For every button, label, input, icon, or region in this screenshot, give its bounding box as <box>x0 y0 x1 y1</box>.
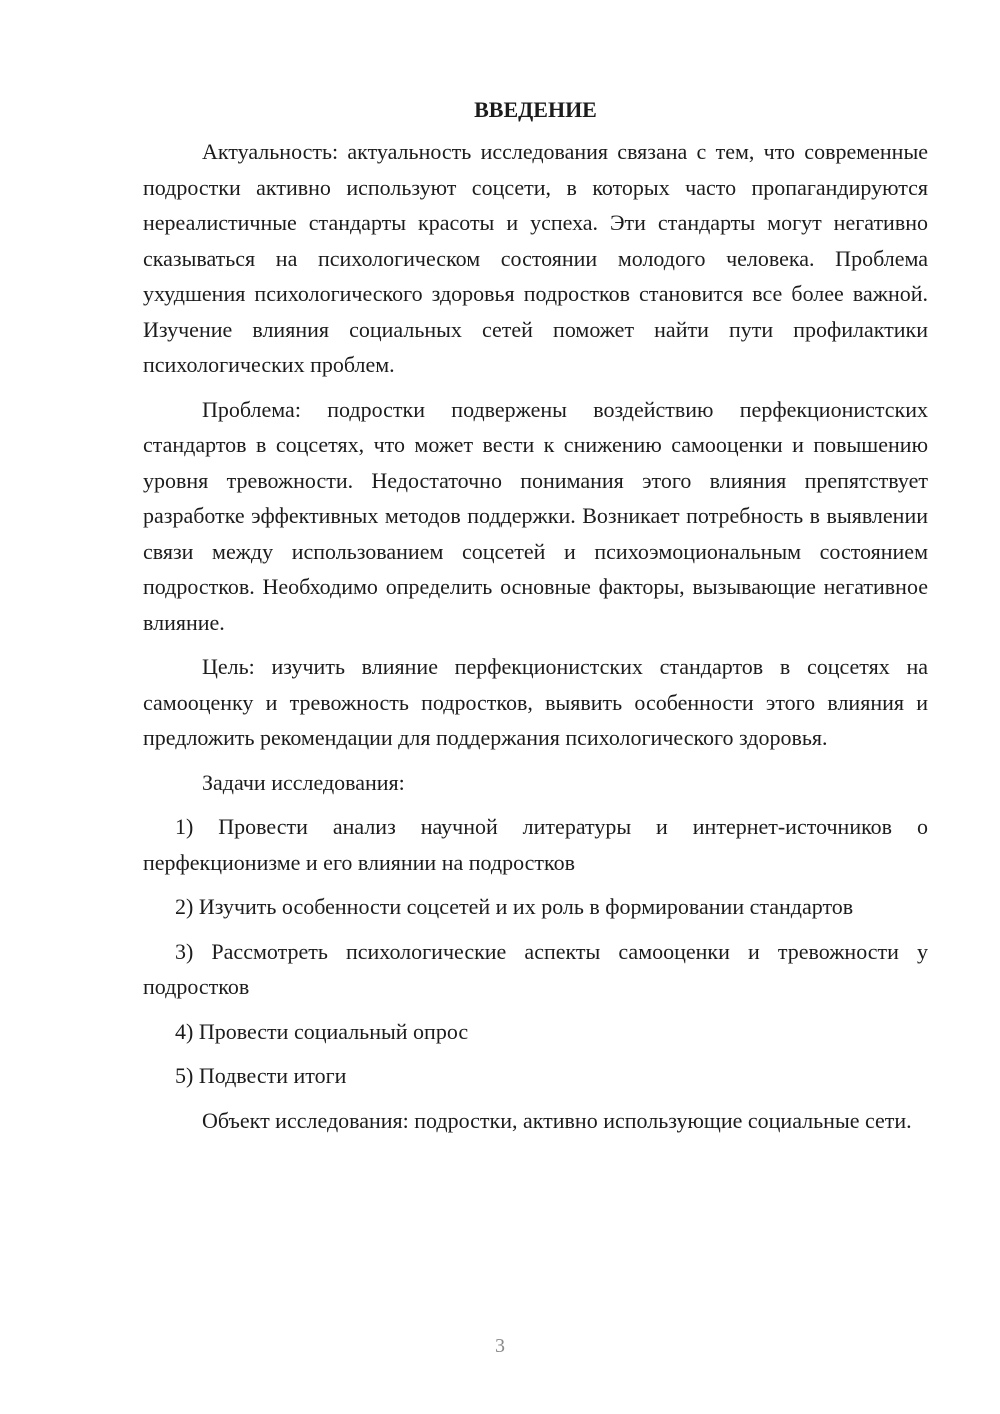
object-paragraph: Объект исследования: подростки, активно использующие социальные сети. <box>202 1107 912 1133</box>
section-heading: ВВЕДЕНИЕ <box>474 97 597 122</box>
document-page <box>143 94 928 1147</box>
task-item: 5) Подвести итоги <box>175 1063 347 1088</box>
task-item: 3) Рассмотреть психологические аспекты самооценки и тревожности у подростков <box>143 938 928 999</box>
goal-paragraph: Цель: изучить влияние перфекционистских стандартов в соцсетях на самооценку и тревожность подростков, выявить особенности этого влияния и предложить рекомендации для поддержания психологического здоровья. <box>143 654 928 750</box>
problem-paragraph: Проблема: подростки подвержены воздействию перфекционистских стандартов в соцсетях, что может вести к снижению самооценки и повышению уровня тревожности. Недостаточно понимания этого влияния препятствует разработке эффективных методов поддержки. Возникает потребность в выявлении связи между использованием соцсетей и психоэмоциональным состоянием подростков. Необходимо определить основные факторы, вызывающие негативное влияние. <box>143 396 928 635</box>
task-item: 2) Изучить особенности соцсетей и их роль в формировании стандартов <box>175 894 854 919</box>
task-item: 1) Провести анализ научной литературы и интернет-источников о перфекционизме и его влиянии на подростков <box>143 814 928 875</box>
relevance-paragraph: Актуальность: актуальность исследования связана с тем, что современные подростки активно используют соцсети, в которых часто пропагандируются нереалистичные стандарты красоты и успеха. Эти стандарты могут негативно сказываться на психологическом состоянии молодого человека. Проблема ухудшения психологического здоровья подростков становится все более важной. Изучение влияния социальных сетей поможет найти пути профилактики психологических проблем. <box>143 139 928 377</box>
page-number: 3 <box>495 1335 505 1357</box>
task-item: 4) Провести социальный опрос <box>175 1018 469 1044</box>
tasks-heading: Задачи исследования: <box>202 769 405 795</box>
